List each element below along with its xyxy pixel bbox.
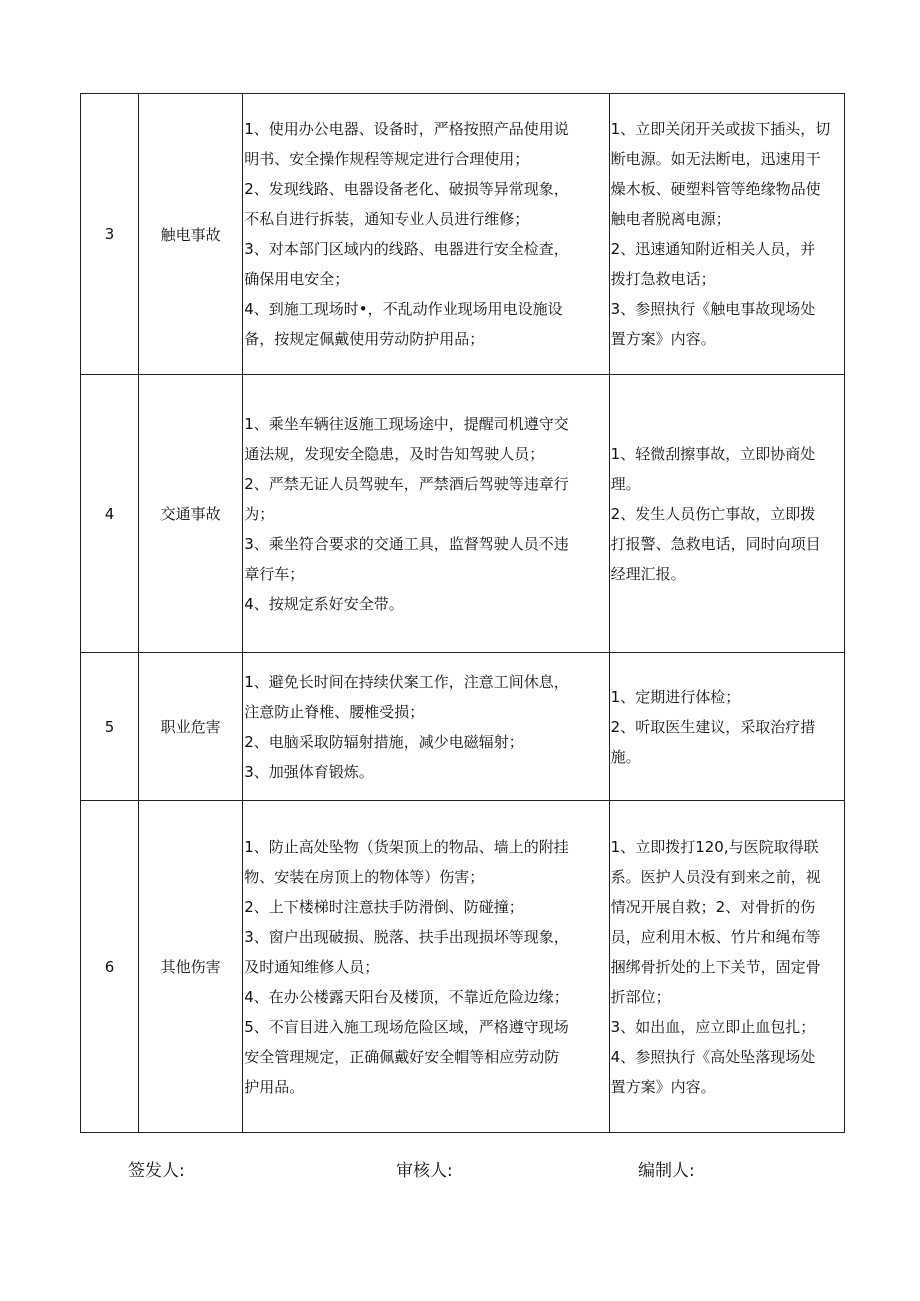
prevention-line: 3、窗户出现破损、脱落、扶手出现损坏等现象， — [244, 927, 569, 946]
response-line: 2、听取医生建议，采取治疗措 — [610, 717, 816, 736]
hazard-type: 职业危害 — [139, 653, 243, 801]
prevention-line: 4、到施工现场时•，不乱动作业现场用电设施设 — [244, 300, 563, 318]
prevention-line: 2、电脑采取防辐射措施，减少电磁辐射； — [244, 732, 524, 751]
table-row-5 — [81, 653, 845, 801]
hazard-type: 其他伤害 — [139, 801, 243, 1133]
response-line: 系。医护人员没有到来之前，视 — [610, 867, 821, 886]
prevention-line: 物、安装在房顶上的物体等）伤害； — [244, 867, 485, 886]
response-measures — [609, 375, 844, 653]
prevention-line: 4、在办公楼露天阳台及楼顶，不靠近危险边缘； — [244, 987, 569, 1006]
response-line: 理。 — [610, 474, 641, 493]
issuer-label: 签发人: — [128, 1161, 185, 1181]
row-number: 4 — [81, 375, 139, 653]
prevention-line: 2、上下楼梯时注意扶手防滑倒、防碰撞； — [244, 897, 524, 916]
prevention-measures — [243, 375, 609, 653]
response-line: 断电源。如无法断电，迅速用干 — [610, 150, 821, 168]
response-measures — [609, 94, 844, 375]
signature-row — [0, 1156, 920, 1184]
prevention-line: 为； — [244, 504, 275, 523]
prevention-line: 2、发现线路、电器设备老化、破损等异常现象， — [244, 180, 569, 198]
response-line: 4、参照执行《高处坠落现场处 — [610, 1047, 816, 1066]
response-line: 2、迅速通知附近相关人员，并 — [610, 240, 816, 258]
response-line: 2、发生人员伤亡事故，立即拨 — [610, 504, 816, 523]
hazard-type: 交通事故 — [139, 375, 243, 653]
response-line: 3、参照执行《触电事故现场处 — [610, 300, 816, 318]
prevention-line: 安全管理规定，正确佩戴好安全帽等相应劳动防 — [244, 1047, 560, 1066]
compiler-label: 编制人: — [638, 1161, 695, 1181]
reviewer-label: 审核人: — [396, 1161, 453, 1181]
prevention-line: 1、使用办公电器、设备时，严格按照产品使用说 — [244, 120, 569, 138]
prevention-line: 3、乘坐符合要求的交通工具，监督驾驶人员不违 — [244, 534, 569, 553]
prevention-line: 明书、安全操作规程等规定进行合理使用； — [244, 150, 530, 168]
prevention-line: 章行车； — [244, 564, 305, 583]
response-line: 1、立即拨打120,与医院取得联 — [610, 837, 819, 856]
prevention-line: 4、按规定系好安全带。 — [244, 594, 404, 613]
response-line: 情况开展自救；2、对骨折的伤 — [610, 897, 816, 916]
response-line: 置方案》内容。 — [610, 1077, 716, 1096]
row-number: 5 — [81, 653, 139, 801]
response-line: 拨打急救电话； — [610, 270, 716, 288]
prevention-line: 3、对本部门区域内的线路、电器进行安全检查， — [244, 240, 569, 258]
response-line: 施。 — [610, 747, 641, 766]
prevention-measures — [243, 801, 609, 1133]
prevention-line: 注意防止脊椎、腰椎受损； — [244, 702, 425, 721]
prevention-line: 1、防止高处坠物（货架顶上的物品、墙上的附挂 — [244, 837, 569, 856]
response-line: 燥木板、硬塑料管等绝缘物品使 — [610, 180, 821, 198]
prevention-line: 护用品。 — [244, 1077, 305, 1096]
response-measures — [609, 801, 844, 1133]
prevention-line: 及时通知维修人员； — [244, 957, 380, 976]
response-line: 员，应利用木板、竹片和绳布等 — [610, 927, 821, 946]
response-line: 捆绑骨折处的上下关节，固定骨 — [610, 957, 821, 976]
row-number: 6 — [81, 801, 139, 1133]
response-line: 折部位； — [610, 987, 671, 1006]
row-number: 3 — [81, 94, 139, 375]
prevention-measures — [243, 94, 609, 375]
table-row-3 — [81, 94, 845, 375]
response-line: 置方案》内容。 — [610, 330, 716, 348]
prevention-line: 不私自进行拆装，通知专业人员进行维修； — [244, 210, 530, 228]
table-row-6 — [81, 801, 845, 1133]
response-measures — [609, 653, 844, 801]
prevention-line: 确保用电安全； — [244, 270, 350, 288]
prevention-line: 3、加强体育锻炼。 — [244, 762, 374, 781]
prevention-line: 2、严禁无证人员驾驶车，严禁酒后驾驶等违章行 — [244, 474, 569, 493]
hazard-type: 触电事故 — [139, 94, 243, 375]
prevention-measures — [243, 653, 609, 801]
response-line: 经理汇报。 — [610, 564, 686, 583]
prevention-line: 1、乘坐车辆往返施工现场途中，提醒司机遵守交 — [244, 414, 569, 433]
response-line: 3、如出血，应立即止血包扎； — [610, 1017, 816, 1036]
response-line: 1、立即关闭开关或拔下插头，切 — [610, 120, 831, 138]
prevention-line: 5、不盲目进入施工现场危险区域，严格遵守现场 — [244, 1017, 569, 1036]
response-line: 1、轻微刮擦事故，立即协商处 — [610, 444, 816, 463]
prevention-line: 1、避免长时间在持续伏案工作，注意工间休息， — [244, 672, 569, 691]
prevention-line: 备，按规定佩戴使用劳动防护用品； — [244, 330, 485, 348]
response-line: 1、定期进行体检； — [610, 687, 741, 706]
table-row-4 — [81, 375, 845, 653]
prevention-line: 通法规，发现安全隐患，及时告知驾驶人员； — [244, 444, 545, 463]
response-line: 触电者脱离电源； — [610, 210, 731, 228]
response-line: 打报警、急救电话，同时向项目 — [610, 534, 821, 553]
hazard-table — [80, 93, 845, 1133]
